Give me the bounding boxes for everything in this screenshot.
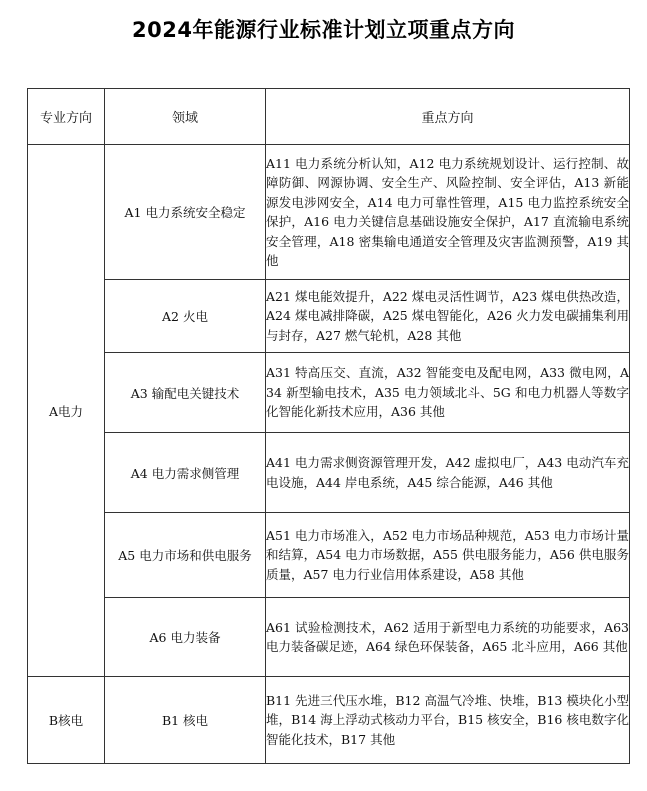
field-cell: B1 核电 [105, 677, 266, 764]
focus-cell: A51 电力市场准入，A52 电力市场品种规范，A53 电力市场计量和结算，A54 电力市场数据，A55 供电服务能力，A56 供电服务质量，A57 电力行业信用体系建设，A58 其他 [266, 513, 630, 598]
table-row [28, 598, 630, 677]
header-focus: 重点方向 [266, 89, 630, 145]
header-major: 专业方向 [28, 89, 105, 145]
table-row [28, 433, 630, 513]
focus-cell: A11 电力系统分析认知，A12 电力系统规划设计、运行控制、故障防御、网源协调、安全生产、风险控制、安全评估，A13 新能源发电涉网安全，A14 电力可靠性管理，A15 电力监控系统安全保护，A16 电力关键信息基础设施安全保护，A17 直流输电系统安全管理，A18 密集输电通道安全管理及灾害监测预警，A19 其他 [266, 145, 630, 280]
document-title: 2024年能源行业标准计划立项重点方向 [132, 18, 515, 42]
field-cell: A6 电力装备 [105, 598, 266, 677]
table-row [28, 677, 630, 764]
field-cell: A5 电力市场和供电服务 [105, 513, 266, 598]
standards-focus-table [27, 88, 630, 764]
major-cell-nuclear-power: B核电 [28, 677, 105, 764]
field-cell: A1 电力系统安全稳定 [105, 145, 266, 280]
focus-cell: A31 特高压交、直流，A32 智能变电及配电网，A33 微电网，A34 新型输电技术，A35 电力领域北斗、5G 和电力机器人等数字化智能化新技术应用，A36 其他 [266, 353, 630, 433]
field-cell: A4 电力需求侧管理 [105, 433, 266, 513]
table-row [28, 513, 630, 598]
table-header-row [28, 89, 630, 145]
field-cell: A2 火电 [105, 280, 266, 353]
focus-cell: B11 先进三代压水堆，B12 高温气冷堆、快堆，B13 模块化小型堆，B14 海上浮动式核动力平台，B15 核安全，B16 核电数字化智能化技术，B17 其他 [266, 677, 630, 764]
table-row [28, 145, 630, 280]
table-row [28, 280, 630, 353]
table-row [28, 353, 630, 433]
focus-cell: A21 煤电能效提升，A22 煤电灵活性调节，A23 煤电供热改造，A24 煤电减排降碳，A25 煤电智能化，A26 火力发电碳捕集利用与封存，A27 燃气轮机，A28 其他 [266, 280, 630, 353]
focus-cell: A41 电力需求侧资源管理开发，A42 虚拟电厂，A43 电动汽车充电设施，A44 岸电系统，A45 综合能源，A46 其他 [266, 433, 630, 513]
field-cell: A3 输配电关键技术 [105, 353, 266, 433]
header-field: 领域 [105, 89, 266, 145]
focus-cell: A61 试验检测技术，A62 适用于新型电力系统的功能要求，A63 电力装备碳足迹，A64 绿色环保装备，A65 北斗应用，A66 其他 [266, 598, 630, 677]
major-cell-electric-power: A电力 [28, 145, 105, 677]
